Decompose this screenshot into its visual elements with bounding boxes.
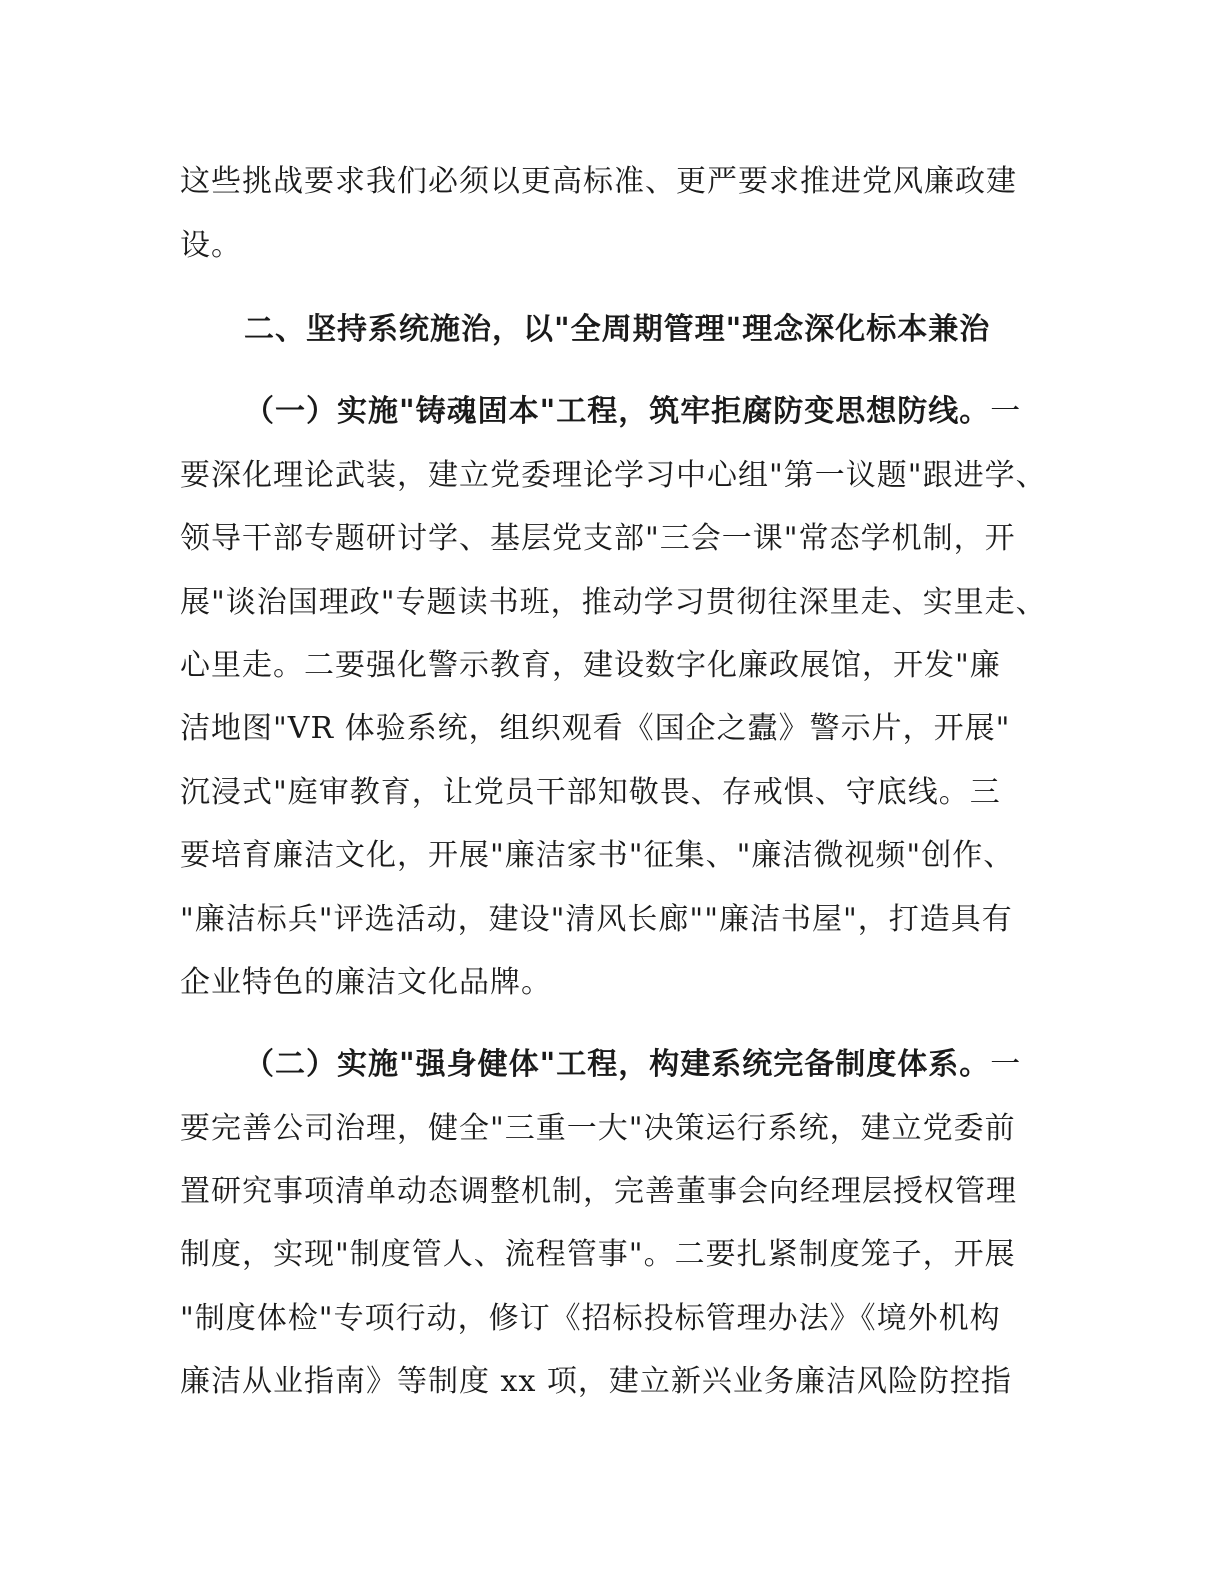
subsection-1-title: （一）实施"铸魂固本"工程，筑牢拒腐防变思想防线。 — [244, 394, 991, 429]
subsection-2-line-3: 制度，实现"制度管人、流程管事"。二要扎紧制度笼子，开展 — [180, 1237, 1016, 1272]
subsection-1-line-5: 洁地图"VR 体验系统，组织观看《国企之蠹》警示片，开展" — [180, 711, 1011, 746]
intro-line-1: 这些挑战要求我们必须以更高标准、更严要求推进党风廉政建 — [180, 164, 1017, 199]
subsection-1-line-7: 要培育廉洁文化，开展"廉洁家书"征集、"廉洁微视频"创作、 — [180, 838, 1015, 873]
subsection-2-line-2: 置研究事项清单动态调整机制，完善董事会向经理层授权管理 — [180, 1174, 1017, 1209]
subsection-1-line-4: 心里走。二要强化警示教育，建设数字化廉政展馆，开发"廉 — [180, 648, 1001, 683]
subsection-2-line-5: 廉洁从业指南》等制度 xx 项，建立新兴业务廉洁风险防控指 — [180, 1364, 1012, 1399]
subsection-1-line-9: 企业特色的廉洁文化品牌。 — [180, 965, 552, 1000]
subsection-1-first-line — [244, 392, 1021, 432]
subsection-1-line-2: 领导干部专题研讨学、基层党支部"三会一课"常态学机制，开 — [180, 521, 1016, 556]
intro-line-2: 设。 — [180, 228, 242, 263]
section-heading: 二、坚持系统施治，以"全周期管理"理念深化标本兼治 — [244, 312, 991, 347]
subsection-2-line-1: 要完善公司治理，健全"三重一大"决策运行系统，建立党委前 — [180, 1111, 1016, 1146]
subsection-2-title: （二）实施"强身健体"工程，构建系统完备制度体系。 — [244, 1047, 991, 1082]
subsection-1-line-8: "廉洁标兵"评选活动，建设"清风长廊""廉洁书屋"，打造具有 — [180, 902, 1013, 937]
subsection-2-first-line — [244, 1045, 1021, 1085]
subsection-1-lead-tail: 一 — [990, 394, 1022, 429]
subsection-1-line-1: 要深化理论武装，建立党委理论学习中心组"第一议题"跟进学、 — [180, 458, 1047, 493]
subsection-1-line-6: 沉浸式"庭审教育，让党员干部知敬畏、存戒惧、守底线。三 — [180, 775, 1001, 810]
subsection-2-line-4: "制度体检"专项行动，修订《招标投标管理办法》《境外机构 — [180, 1301, 1001, 1336]
subsection-2-lead-tail: 一 — [990, 1047, 1022, 1082]
subsection-1-line-3: 展"谈治国理政"专题读书班，推动学习贯彻往深里走、实里走、 — [180, 585, 1047, 620]
